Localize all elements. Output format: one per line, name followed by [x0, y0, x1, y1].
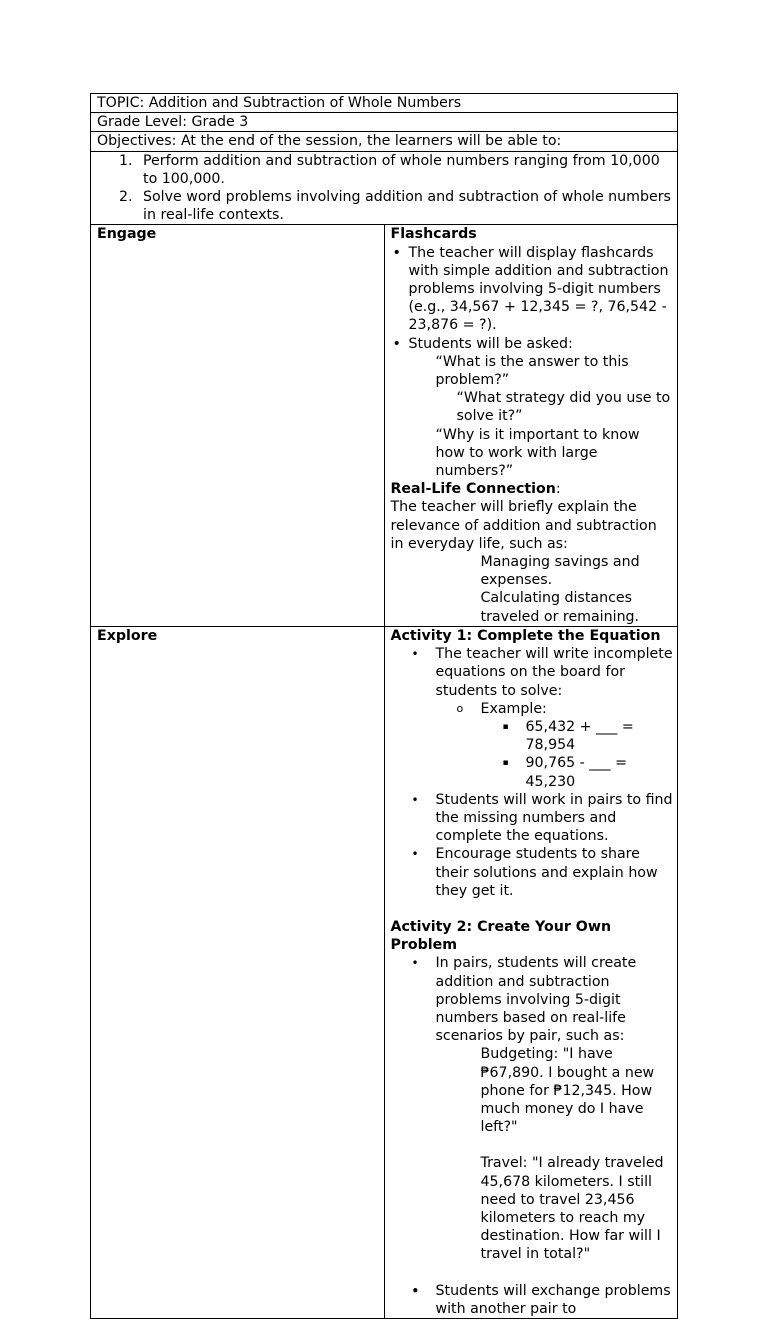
engage-question: “Why is it important to know how to work with large numbers?” — [435, 426, 640, 480]
flashcards-heading: Flashcards — [390, 226, 477, 243]
engage-question: “What strategy did you use to solve it?” — [456, 390, 671, 425]
budgeting-scenario: Budgeting: "I have ₱67,890. I bought a new phone for ₱12,345. How much money do I have left?" — [480, 1046, 655, 1136]
explore-content — [384, 626, 678, 1318]
engage-bullet: • The teacher will display flashcards with simple addition and subtraction problems involving 5-digit numbers (e.g., 34,567 + 12,345 = ?, 76,542 - 23,876 = ?). — [392, 244, 669, 334]
lesson-plan-table — [90, 93, 678, 1319]
equation-item: ▪ 65,432 + ___ = 78,954 — [502, 718, 634, 754]
real-life-text: The teacher will briefly explain the relevance of addition and subtraction in everyday life, such as: — [390, 499, 657, 552]
activity1-bullet: • The teacher will write incomplete equations on the board for students to solve: — [411, 646, 673, 699]
explore-label: Explore — [91, 626, 385, 1318]
travel-scenario: Travel: "I already traveled 45,678 kilometers. I still need to travel 23,456 kilometers to reach my destination. How far will I travel in total?" — [480, 1155, 664, 1263]
equation-item: ▪ 90,765 - ___ = 45,230 — [502, 755, 627, 790]
activity1-bullet: • Encourage students to share their solutions and explain how they get it. — [411, 846, 658, 899]
topic-row: TOPIC: Addition and Subtraction of Whole Numbers — [91, 94, 678, 113]
example-label: o Example: — [456, 700, 547, 717]
objectives-intro: Objectives: At the end of the session, the learners will be able to: — [91, 132, 678, 151]
engage-label: Engage — [91, 225, 385, 626]
lesson-plan — [90, 93, 678, 1319]
grade-row: Grade Level: Grade 3 — [91, 113, 678, 132]
objectives-list — [97, 152, 677, 225]
engage-content — [384, 225, 678, 626]
objective-item: 2. Solve word problems involving addition and subtraction of whole numbers in real-life contexts. — [119, 189, 671, 224]
engage-bullet: • Students will be asked: — [392, 335, 573, 352]
activity2-bullet: • In pairs, students will create addition and subtraction problems involving 5-digit numbers based on real-life scenarios by pair, such as: — [411, 955, 637, 1045]
real-life-item: Managing savings and expenses. — [480, 554, 640, 589]
objectives-list-cell — [91, 151, 678, 225]
objective-item: 1. Perform addition and subtraction of whole numbers ranging from 10,000 to 100,000. — [119, 152, 660, 187]
activity1-bullet: • Students will work in pairs to find the missing numbers and complete the equations. — [411, 791, 673, 845]
activity1-heading: Activity 1: Complete the Equation — [390, 627, 661, 644]
real-life-heading: Real-Life Connection: — [390, 481, 561, 498]
activity2-bullet: • Students will exchange problems with another pair to — [411, 1282, 671, 1317]
real-life-item: Calculating distances traveled or remaining. — [480, 590, 640, 625]
engage-question: “What is the answer to this problem?” — [435, 353, 629, 389]
activity2-heading: Activity 2: Create Your Own Problem — [390, 918, 612, 954]
